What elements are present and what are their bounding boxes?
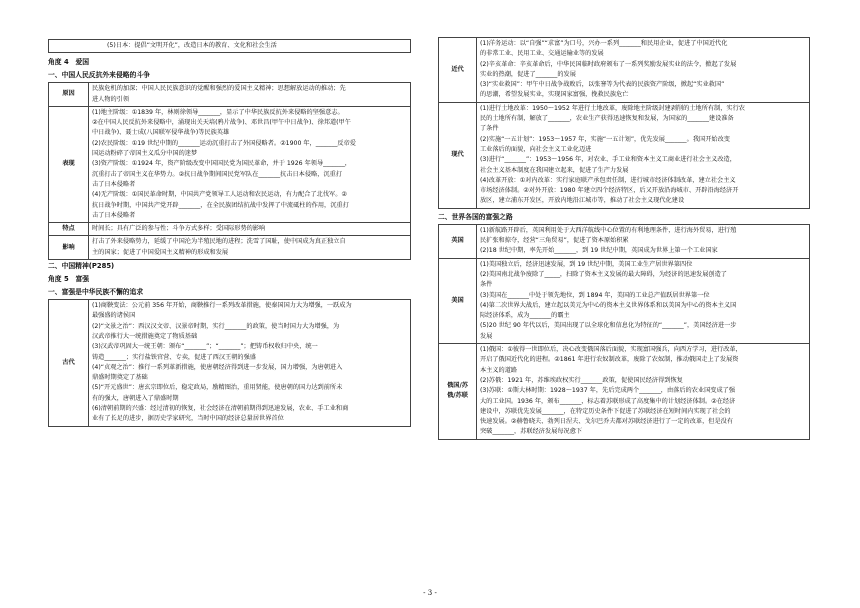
row-content: [477, 38, 810, 103]
text-line: (2)农民阶级：①19 世纪中期的_______运动沉重打击了外国侵略者。②1900 年，_______反帝爱: [92, 139, 356, 147]
row-header: 原因: [49, 83, 89, 107]
modern-table: [438, 37, 810, 209]
text-line: 的非常工业、民用工业、交通运输业等的发展: [480, 50, 604, 58]
table-row: [49, 106, 411, 222]
row-header: 现代: [439, 102, 477, 208]
text-line: (2)实施“一五计划”：1953～1957 年，实施“一五计划”，优先发展_______。我国开始改变: [480, 135, 730, 143]
text-line: 建设中，苏联优先发展_______，在特定历史条件下促进了苏联经济在短时间内实现了社会的: [480, 407, 731, 415]
angle5-heading: 角度 5 富强: [48, 275, 90, 284]
text-line: (5)“开元盛世”：唐玄宗即位后，稳定政局，励精图治，重用贤能，使唐朝的国力达到前所未: [92, 384, 343, 392]
text-line: 了条件: [480, 125, 499, 133]
ancient-table: [48, 299, 411, 427]
text-line: (3)苏联：①斯大林时期：1928～1937 年，先后完成两个_______，由落后的农业国变成了强: [480, 387, 736, 395]
section4-heading: 二、世界各国的富强之路: [438, 212, 513, 221]
row-header: 近代: [439, 38, 477, 103]
text-line: 放区，建立浦东开发区，开放内地沿江城市等，推动了社会主义现代化建设: [480, 197, 685, 205]
text-line: (1)俄国：①彼得一世即位后，决心改变俄国落后面貌，实现富国强兵，向西方学习，进行改革，: [480, 346, 742, 354]
text-line: (1)美国独立后，经济迅速发展，到 19 世纪中期，美国工业生产居世界第四位: [480, 260, 693, 268]
row-header: 古代: [49, 300, 89, 427]
text-line: 鼎盛时期奠定了基础: [92, 374, 148, 382]
table-row: [439, 102, 810, 208]
row-header: 特点: [49, 223, 89, 236]
text-line: (2)“文景之治”：西汉汉文帝、汉景帝时期，实行_______的政策，使当时国力大为增强，为: [92, 322, 340, 330]
table-row: [49, 236, 411, 260]
row-content: [477, 224, 810, 258]
page-number: - 3 -: [423, 589, 437, 597]
text-line: 民的土地所有制，解放了_______，农业生产获得迅速恢复和发展，为国家的_______建设准备: [480, 115, 734, 123]
row-content: [89, 223, 411, 236]
row-header: 表现: [49, 106, 89, 222]
world-table: [438, 224, 810, 440]
table-row: [439, 38, 810, 103]
text-line: (4)无产阶级：①国民革命时期，中国共产党领导工人运动和农民运动，有力配合了北伐军。②: [92, 191, 347, 199]
text-line: 国运动粉碎了帝国主义瓜分中国的迷梦: [92, 150, 198, 158]
table-row: [439, 224, 810, 258]
row-header: 俄国/苏俄/苏联: [439, 344, 477, 440]
text-line: 沉重打击了帝国主义在华势力。②抗日战争期间国民党军队在_______抗击日本侵略，沉重打: [92, 170, 342, 178]
text-line: 业有了长足的进步，据历史学家研究，当时中国的经济总量居世界首位: [92, 415, 284, 423]
text-line: 民扩张和掠夺，经营“三角贸易”，促进了资本原始积累: [480, 237, 629, 245]
text-line: (3)美国在_______中处于领先地位，到 1894 年，美国的工业总产值跃居世界第一位: [480, 291, 710, 299]
text-line: (2)18 世纪中期，率先开始_______，到 19 世纪中期，英国成为世界上第一个工业国家: [480, 247, 718, 255]
text-line: 市场经济体制。②对外开放：1980 年建立四个经济特区，后又开放沿海城市、开辟沿海经济开: [480, 187, 739, 195]
text-line: (1)地主阶级：①1839 年，林则徐领导_______，显示了中华民族反抗外来侵略的坚强意志。: [92, 108, 344, 116]
text-line: 的思潮，希望发展实业，实现国家富强，挽救民族危亡: [480, 91, 629, 99]
text-line: (2)辛亥革命：辛亥革命后，中华民国临时政府颁布了一系列奖励发展实业的法令，掀起了发展: [480, 60, 737, 68]
text-line: 抗日战争时期，中国共产党开辟_______，在全民族团结抗战中发挥了中流砥柱的作用，沉重打: [92, 201, 349, 209]
text-line: 本主义的道路: [480, 366, 518, 374]
table-row: [439, 344, 810, 440]
text-line: (3)“实业救国”：甲午中日战争战败后，以张謇等为代表的民族资产阶级，掀起“实业救国”: [480, 81, 725, 89]
text-line: 社会主义基本制度在我国建立起来，促进了生产力发展: [480, 166, 629, 174]
text-line: (3)汉武帝巩固大一统王朝：颁布“_______”；“_______”；把铸币权收归中央，统一: [92, 343, 318, 351]
left-column: [48, 0, 411, 427]
text-line: 中日战争)、聂士成(八国联军侵华战争)等民族英雄: [92, 129, 230, 137]
section1-heading: 一、中国人民反抗外来侵略的斗争: [48, 71, 150, 80]
table-row: [49, 223, 411, 236]
row-content: [89, 300, 411, 427]
text-line: (1)进行土地改革：1950～1952 年进行土地改革，废除地主阶级封建剥削的土地所有制，实行农: [480, 104, 745, 112]
row-content: [477, 258, 810, 343]
text-line: (2)美国南北战争废除了_____，扫除了资本主义发展的最大障碍，为经济的迅速发展创造了: [480, 270, 727, 278]
text-line: 突破_______，苏联经济发展每况愈下: [480, 428, 583, 436]
text-line: 时间长；具有广泛的参与性；斗争方式多样；受国际形势的影响: [92, 225, 266, 233]
text-line: (4)“贞观之治”：推行一系列革新措施，使唐朝经济得到进一步发展，国力增强，为唐朝进入: [92, 363, 343, 371]
text-line: 条件: [480, 281, 493, 289]
text-line: (5)20 世纪 90 年代以后，美国出现了以全球化和信息化为特征的“_______”，美国经济进一步: [480, 322, 737, 330]
text-line: 进人物的引领: [92, 95, 130, 103]
row-content: [89, 236, 411, 260]
text-line: (5)日本：提倡“文明开化”，改造日本的教育、文化和社会生活: [107, 42, 277, 49]
section2-heading: 二、中国精神(P285): [48, 262, 115, 271]
text-line: 实业的热潮，促进了_______的发展: [480, 70, 576, 78]
angle4-heading: 角度 4 爱国: [48, 58, 90, 67]
row-header: 美国: [439, 258, 477, 343]
table-row: [49, 83, 411, 107]
text-line: 快速发展。②赫鲁晓夫、勃列日涅夫、戈尔巴乔夫都对苏联经济进行了一定的改革，但是没有: [480, 418, 734, 426]
text-line: (2)苏俄：1921 年，苏维埃政权实行_______政策，促使国民经济得到恢复: [480, 376, 683, 384]
text-line: 汉武帝推行大一统措施奠定了物质基础: [92, 332, 198, 340]
text-line: 击了日本侵略者: [92, 180, 136, 188]
text-line: ②在中国人民反抗外来侵略中，涌现出关天培(鸦片战争)、邓世昌(甲午中日战争)、徐邦道(甲午: [92, 119, 351, 127]
section3-heading: 一、富强是中华民族不懈的追求: [48, 288, 144, 297]
row-header: 英国: [439, 224, 477, 258]
row-content: [477, 102, 810, 208]
table-row: [49, 300, 411, 427]
text-line: 开启了俄国近代化的进程。②1861 年进行农奴制改革，废除了农奴制，推动俄国走上了发展资: [480, 356, 739, 364]
japan-row-cell: [49, 40, 411, 53]
row-content: [477, 344, 810, 440]
text-line: 铸造_______；实行盐铁官营、专卖，促进了西汉王朝的强盛: [92, 353, 256, 361]
text-line: 最强盛的诸侯国: [92, 312, 136, 320]
right-column: [438, 0, 810, 440]
row-content: [89, 106, 411, 222]
row-content: [89, 83, 411, 107]
text-line: 工业落后的面貌，向社会主义工业化迈进: [480, 145, 592, 153]
patriot-table: [48, 82, 411, 260]
text-line: (3)进行“_______”：1953～1956 年，对农业、手工业和资本主义工商业进行社会主义改造，: [480, 156, 736, 164]
text-line: 打击了外来侵略势力，延缓了中国沦为半殖民地的进程；洗雪了国耻，使中国成为真正独立自: [92, 238, 346, 246]
text-line: 际经济体系，成为_______的霸主: [480, 312, 570, 320]
text-line: 有的强大，唐朝进入了鼎盛时期: [92, 394, 179, 402]
text-line: (4)第二次世界大战后，建立起以美元为中心的资本主义世界体系和以美国为中心的资本主义国: [480, 301, 737, 309]
text-line: (4)改革开放：①对内改革：实行家庭联产承包责任制，进行城市经济体制改革，建立社会主义: [480, 176, 736, 184]
text-line: (1)新航路开辟后，英国利用处于大西洋航线中心位置的有利地理条件，进行海外贸易，进行殖: [480, 226, 737, 234]
text-line: (3)资产阶级：①1924 年，资产阶级改变中国国民党为国民革命，并于 1926 年领导_______，: [92, 160, 351, 168]
text-line: (6)清朝前期的兴盛：经过清初的恢复，社会经济在清朝前期得到迅速发展，农业、手工业和商: [92, 405, 349, 413]
text-line: 主的国家；促进了中国爱国主义精神的形成和发展: [92, 248, 229, 256]
text-line: (1)洋务运动：以“自强”“求富”为口号，兴办一系列_______和民用企业，促进了中国近代化: [480, 40, 728, 47]
text-line: (1)商鞅变法：公元前 356 年开始，商鞅推行一系列改革措施，使秦国国力大为增强，一跃成为: [92, 302, 352, 310]
text-line: 击了日本侵略者: [92, 211, 136, 219]
text-line: 发展: [480, 332, 493, 340]
text-line: 大的工业国。1936 年，颁布_______，标志着苏联形成了高度集中的计划经济体制。②在经济: [480, 397, 736, 405]
text-line: 民族危机的加深；中国人民民族意识的觉醒和强烈的爱国主义精神；思想解放运动的推动；先: [92, 85, 346, 93]
table-row: [439, 258, 810, 343]
row-header: 影响: [49, 236, 89, 260]
japan-table: [48, 39, 411, 53]
